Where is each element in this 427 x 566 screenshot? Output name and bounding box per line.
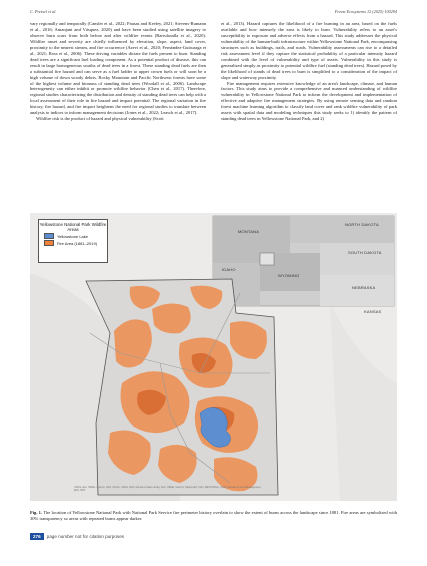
state-label: KANSAS (364, 309, 382, 314)
caption-label: Fig. 1. (30, 510, 43, 515)
state-label: SOUTH DAKOTA (348, 250, 382, 255)
legend-title: Yellowstone National Park Wildfire Areas (39, 222, 107, 232)
caption-text: The location of Yellowstone National Park with National Park Service fire perimeter history overlain to show the extent of burns across the landscape since 1881. Fire areas are symbolized with 30% transparency so areas with repeated burns appear darker. (30, 510, 398, 521)
lake-swatch (44, 233, 54, 239)
state-label: NORTH DAKOTA (345, 222, 379, 227)
map-attribution: USGS, Esri, HERE, Garmin, FAO, NOAA, USGS, EPA, Montana State Library, Esri, HERE, Garmin, SafeGraph, FAO, METI/NASA, USGS, Bureau of Land Management, EPA, NPS (74, 486, 262, 493)
legend-label: Fire Area (1881–2019) (57, 240, 98, 246)
page-footer (30, 533, 124, 540)
figure-map (30, 213, 397, 501)
footer-text: page number not for citation purposes (46, 534, 125, 539)
paragraph: Fire management requires extensive knowledge of an area's landscape, climate, and human factors. This study aims to provide a comprehensive and nuanced understanding of wildfire vulnerability in Yellowstone National Park to inform the development and implementation of effective and adaptive fire management strategies. By using remote sensing data and random forest machine learning algorithm to classify land cover and rank wildfire vulnerability of park assets with spatial data and modeling techniques this study seeks to 1) identify the pattern of standing dead trees in Yellowstone National Park, and 2) (221, 80, 397, 122)
text-column-right (221, 21, 397, 122)
running-header-journal: Forest Ecosystems 12 (2025) 100294 (334, 9, 397, 14)
legend-item-fire (44, 240, 107, 246)
state-label: NEBRASKA (352, 285, 376, 290)
text-column-left (30, 21, 206, 122)
state-label: IDAHO (222, 267, 236, 272)
fire-swatch (44, 240, 54, 246)
paragraph: et al., 2013). Hazard captures the likelihood of a fire burning in an area, based on the fuels available and how intensely the area is likely to burn. Vulnerability refers to an asset's susceptibility to exposure and adverse effects from a hazard. This study addresses the physical vulnerability of the human-built infrastructure within Yellowstone National Park, encompassing structures such as buildings, trails, and roads. Vulnerability assessments can rise to a detailed risk assessment level if they capture the statistical probability of a particular intensity hazard combined with the level of vulnerability and type of assets. Vulnerability in this study is generalized simply as proximity to potential wildfire fuel (standing dead trees). Hazard posed by the likelihood of stands of dead trees to burn is simplified to a consideration of the impact of slope and waterway proximity. (221, 21, 397, 80)
paragraph: Wildfire risk is the product of hazard and physical vulnerability (Scott (36, 116, 164, 122)
figure-caption (30, 510, 397, 522)
state-label: WYOMING (278, 273, 300, 278)
paragraph: vary regionally and temporally (Cansler et al., 2022; Pausas and Keeley, 2021; Stevens-Rumann et al., 2016; Amanjani and Vásquez, 2020) and have been studied using satellite imagery to observe burn scars from both before and after wildfire events (Barrulasalla et al., 2020). Wildfire onset and severity are chiefly influenced by elevation, slope, aspect, land cover, proximity to the nearest stream, and fire occurrence (Azevi et al., 2020; Fernández-Guisuraga et al., 2021; Ross et al., 2006). These driving variables dictate the fuels present to burn. Standing dead trees are a significant fuel loading component. As a potential product of disease, this can result in large homogeneous swaths of dead trees in a forest. These standing dead fuels are then a substantial fire hazard and can serve as a fuel ladder to upper crown fuels or will soon be a high volume of down woody debris. Rocky Mountain and Pacific Northwest forests have some of the highest volume and biomass of standing dead trees (Woodall et al., 2006). Landscape heterogeneity can either inhibit or promote wildfire behavior (Chen et al., 2017). Therefore, regional studies characterizing the distribution and density of standing dead trees can help with a local assessment of their role in fire hazard and impact potential. The regional variation in fire history, fire hazard, and fire impact heightens the need for regional studies to translate between analysis to indices to inform management decisions (Jones et al., 2022; Leasch et al., 2017). (30, 21, 207, 116)
running-header-authors: C. Pressel et al. (30, 9, 57, 14)
legend-label: Yellowstone Lake (57, 233, 88, 239)
page-number: 276 (30, 533, 44, 540)
state-label: MONTANA (238, 229, 260, 234)
map-legend (38, 219, 108, 263)
legend-item-lake (44, 233, 107, 239)
